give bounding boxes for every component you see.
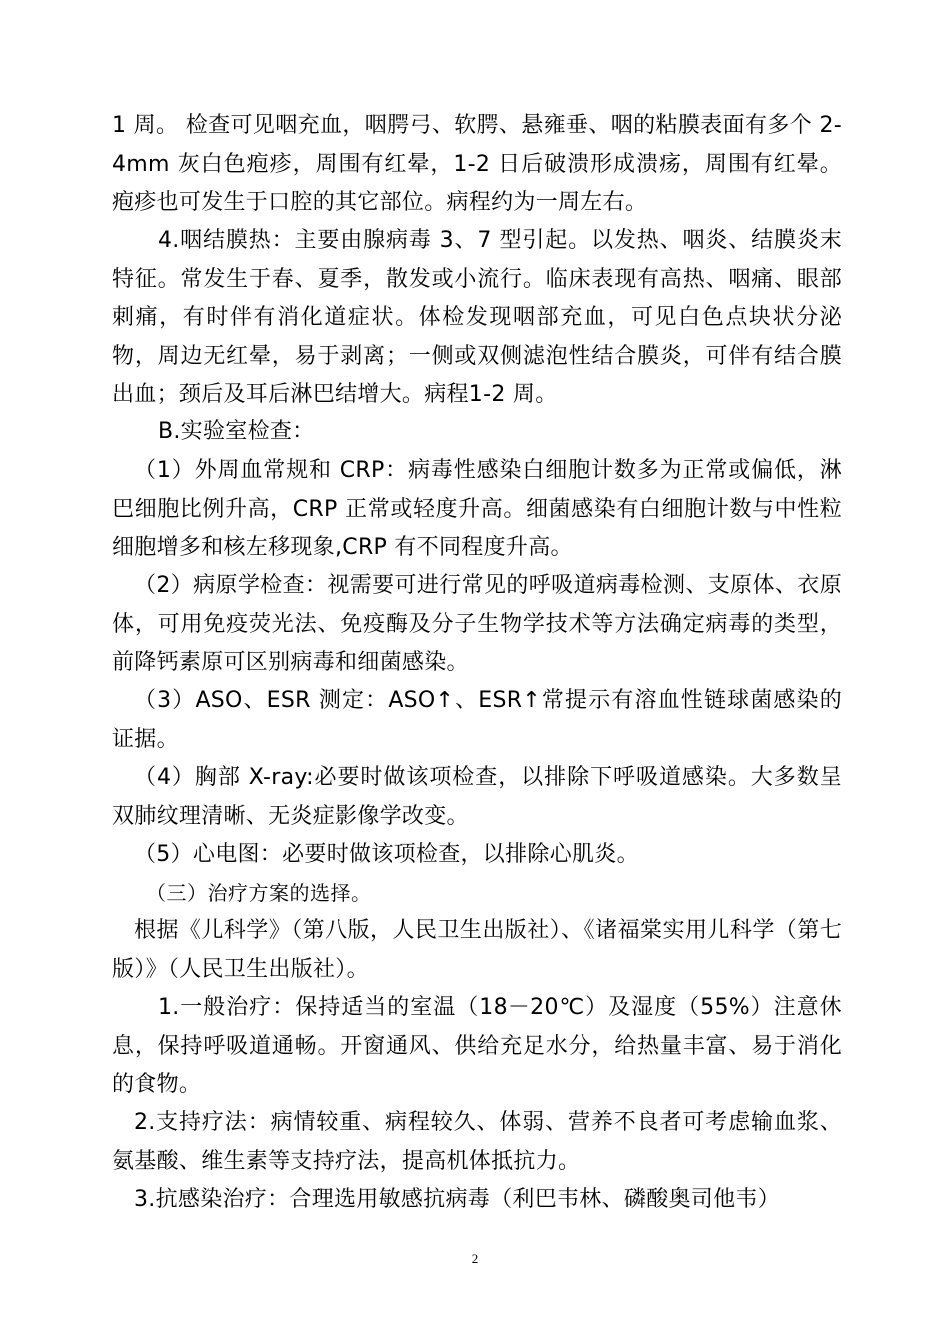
- paragraph-symptoms-continued: 1 周。 检查可见咽充血，咽腭弓、软腭、悬雍垂、咽的粘膜表面有多个 2-4mm 灰白色疱疹，周围有红晕，1-2 日后破溃形成溃疡，周围有红晕。疱疹也可发生于口腔的其它部位。病程约为一周左右。: [112, 113, 842, 215]
- paragraph-general-treatment: 1.一般治疗：保持适当的室温（18－20℃）及湿度（55%）注意休息，保持呼吸道通畅。开窗通风、供给充足水分，给热量丰富、易于消化的食物。: [112, 995, 842, 1097]
- paragraph-chest-xray: （4）胸部 X-ray:必要时做该项检查，以排除下呼吸道感染。大多数呈双肺纹理清晰、无炎症影像学改变。: [112, 765, 842, 829]
- paragraph-aso-esr: （3）ASO、ESR 测定：ASO↑、ESR↑常提示有溶血性链球菌感染的证据。: [112, 688, 842, 752]
- page-number: 2: [471, 1251, 479, 1266]
- paragraph-anti-infection: 3.抗感染治疗：合理选用敏感抗病毒（利巴韦林、磷酸奥司他韦）: [134, 1187, 780, 1212]
- paragraph-pathogen-tests: （2）病原学检查：视需要可进行常见的呼吸道病毒检测、支原体、衣原体，可用免疫荧光法、免疫酶及分子生物学技术等方法确定病毒的类型，前降钙素原可区别病毒和细菌感染。: [112, 573, 842, 675]
- paragraph-pharyngoconjunctival-fever: 4.咽结膜热：主要由腺病毒 3、7 型引起。以发热、咽炎、结膜炎末特征。常发生于春、夏季，散发或小流行。临床表现有高热、咽痛、眼部刺痛，有时伴有消化道症状。体检发现咽部充血，可见白色点块状分泌物，周边无红晕，易于剥离；一侧或双侧滤泡性结合膜炎，可伴有结合膜出血；颈后及耳后淋巴结增大。病程1-2 周。: [112, 228, 842, 407]
- paragraph-supportive-therapy: 2.支持疗法：病情较重、病程较久、体弱、营养不良者可考虑输血浆、氨基酸、维生素等支持疗法，提高机体抵抗力。: [112, 1110, 842, 1174]
- paragraph-references: 根据《儿科学》（第八版，人民卫生出版社）、《诸福棠实用儿科学（第七版）》（人民卫生出版社）。: [112, 918, 842, 982]
- heading-treatment-selection: （三）治疗方案的选择。: [146, 881, 372, 905]
- heading-lab-tests: B.实验室检查：: [158, 419, 315, 444]
- paragraph-ecg: （5）心电图：必要时做该项检查，以排除心肌炎。: [134, 842, 639, 867]
- paragraph-blood-routine-crp: （1）外周血常规和 CRP：病毒性感染白细胞计数多为正常或偏低，淋巴细胞比例升高，CRP 正常或轻度升高。细菌感染有白细胞计数与中性粒细胞增多和核左移现象,CRP 有不同程度升高。: [112, 458, 842, 560]
